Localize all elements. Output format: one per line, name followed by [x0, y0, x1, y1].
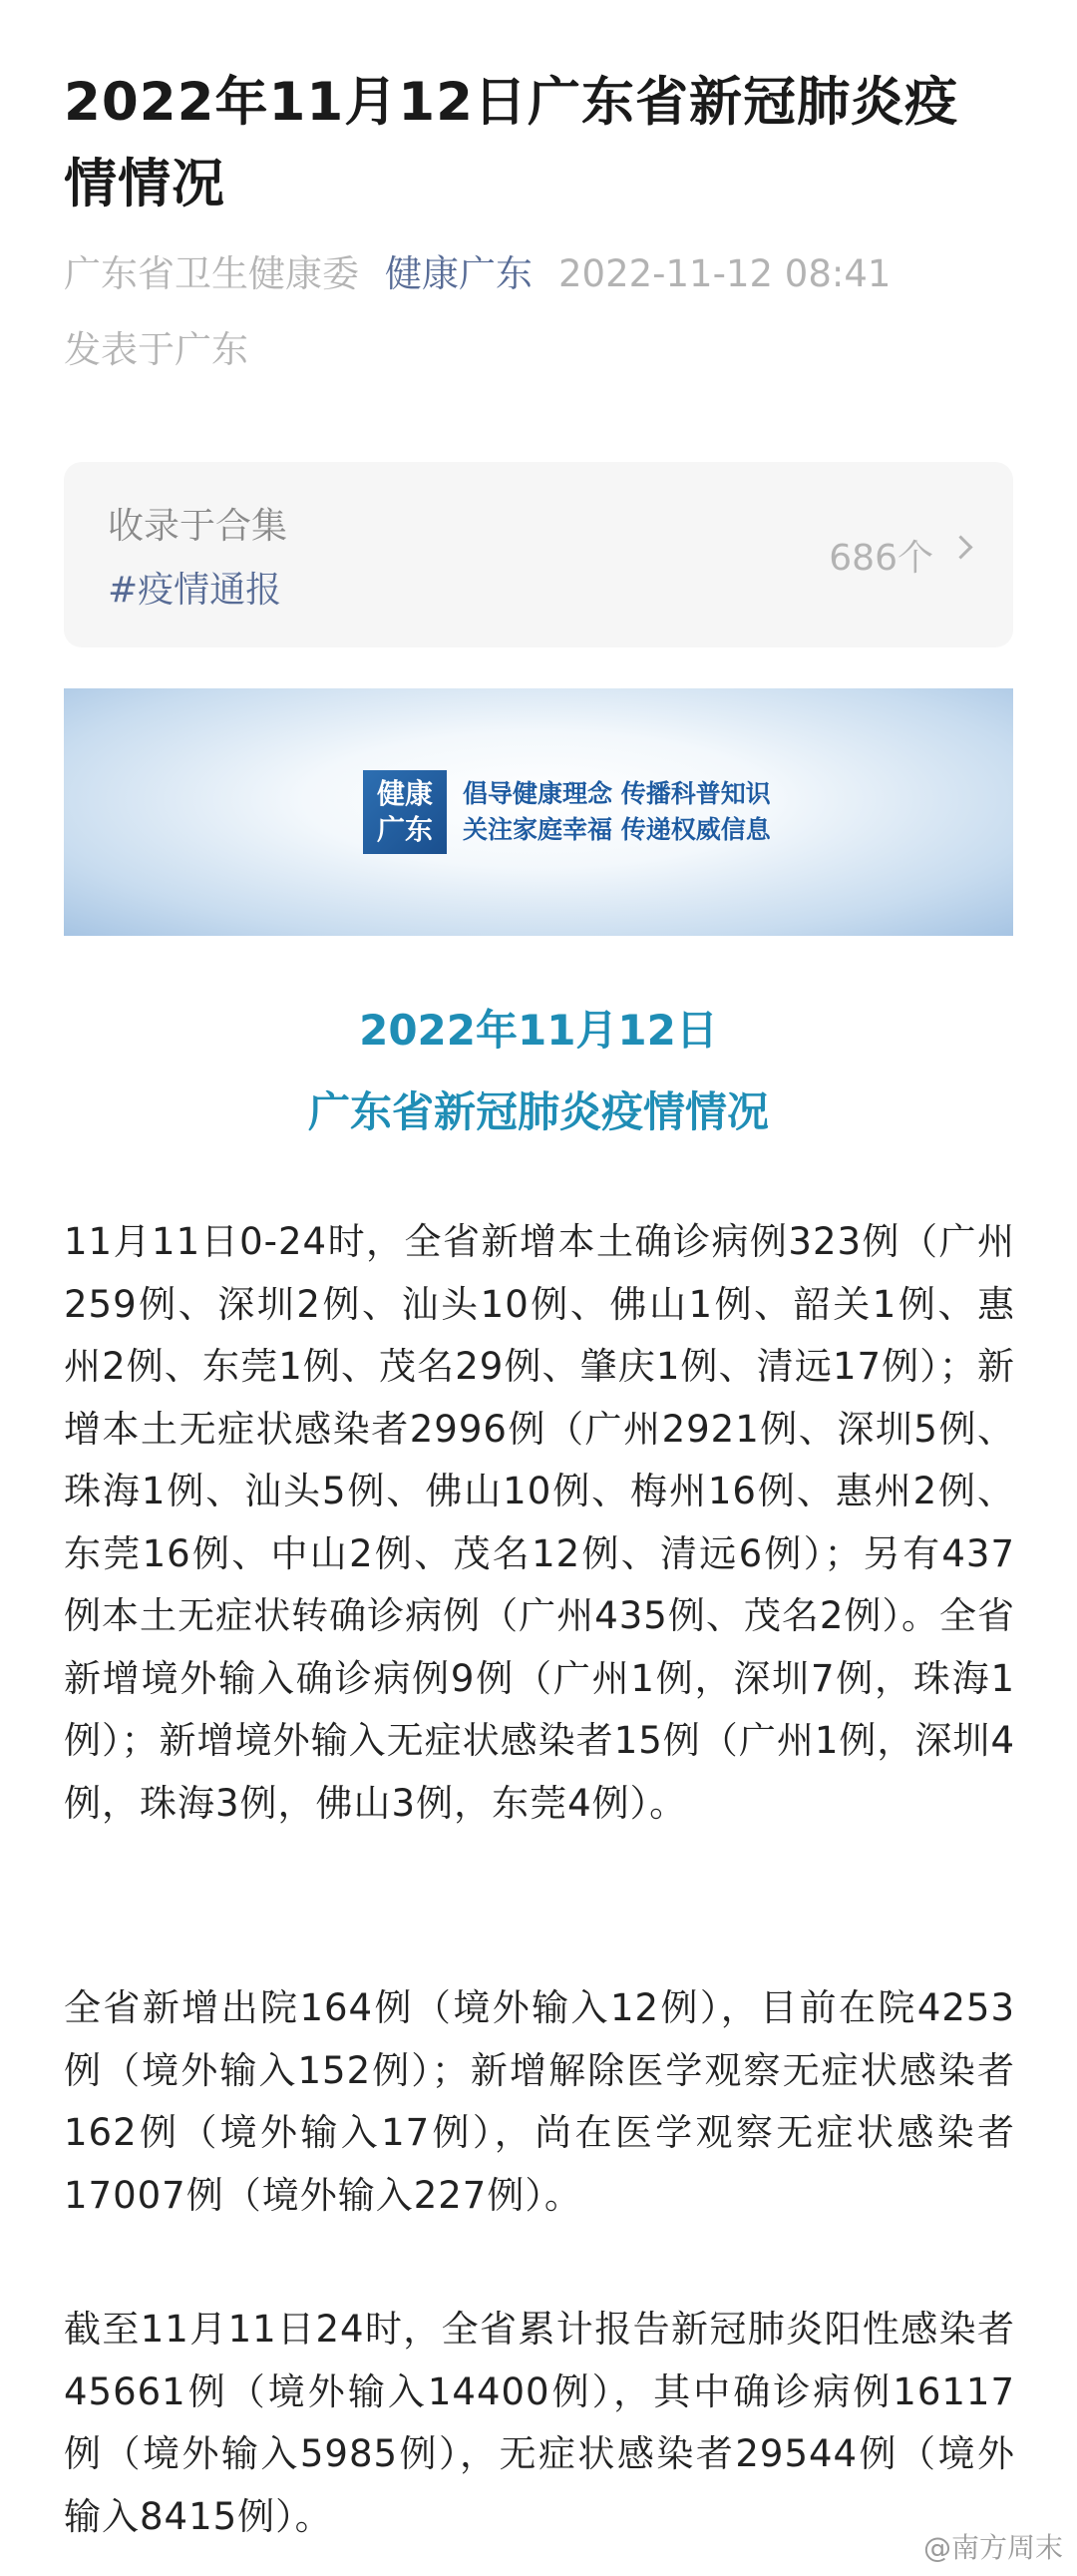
article-meta [64, 244, 1021, 380]
weibo-watermark: @南方周末 [922, 2531, 1063, 2564]
content-heading-title: 广东省新冠肺炎疫情情况 [307, 1087, 769, 1136]
health-guangdong-logo [363, 770, 447, 854]
collection-tag[interactable]: #疫情通报 [108, 570, 282, 611]
paragraph-cumulative: 截至11月11日24时，全省累计报告新冠肺炎阳性感染者45661例（境外输入14400例），其中确诊病例16117例（境外输入5985例），无症状感染者29544例（境外输入8415例）。 [64, 2308, 1015, 2538]
article-title: 2022年11月12日广东省新冠肺炎疫情情况 [64, 72, 959, 215]
paragraph-discharges: 全省新增出院164例（境外输入12例），目前在院4253例（境外输入152例）；新增解除医学观察无症状感染者162例（境外输入17例），尚在医学观察无症状感染者17007例（境外输入227例）。 [64, 1986, 1015, 2217]
publish-datetime: 2022-11-12 08:41 [558, 252, 892, 295]
collection-count: 686个 [829, 538, 933, 579]
collection-label: 收录于合集 [108, 506, 288, 547]
slogan-line-2: 关注家庭幸福 传递权威信息 [463, 815, 771, 844]
paragraph-new-cases: 11月11日0-24时，全省新增本土确诊病例323例（广州259例、深圳2例、汕头10例、佛山1例、韶关1例、惠州2例、东莞1例、茂名29例、肇庆1例、清远17例）；新增本土无症状感染者2996例（广州2921例、深圳5例、珠海1例、汕头5例、佛山10例、梅州16例、惠州2例、东莞16例、中山2例、茂名12例、清远6例）；另有437例本土无症状转确诊病例（广州435例、茂名2例）。全省新增境外输入确诊病例9例（广州1例，深圳7例，珠海1例）；新增境外输入无症状感染者15例（广州1例，深圳4例，珠海3例，佛山3例，东莞4例）。 [64, 1220, 1015, 1825]
account-link[interactable]: 健康广东 [385, 252, 533, 295]
logo-text-top: 健康 [376, 777, 433, 810]
logo-text-bottom: 广东 [376, 813, 433, 846]
source-name: 广东省卫生健康委 [64, 252, 359, 295]
banner-image [64, 688, 1013, 936]
content-heading-date: 2022年11月12日 [359, 1006, 718, 1055]
publish-location: 发表于广东 [64, 328, 248, 371]
slogan-line-1: 倡导健康理念 传播科普知识 [463, 779, 771, 808]
chevron-right-icon [948, 535, 972, 559]
collection-card[interactable] [64, 462, 1013, 647]
banner-slogan [463, 776, 771, 848]
